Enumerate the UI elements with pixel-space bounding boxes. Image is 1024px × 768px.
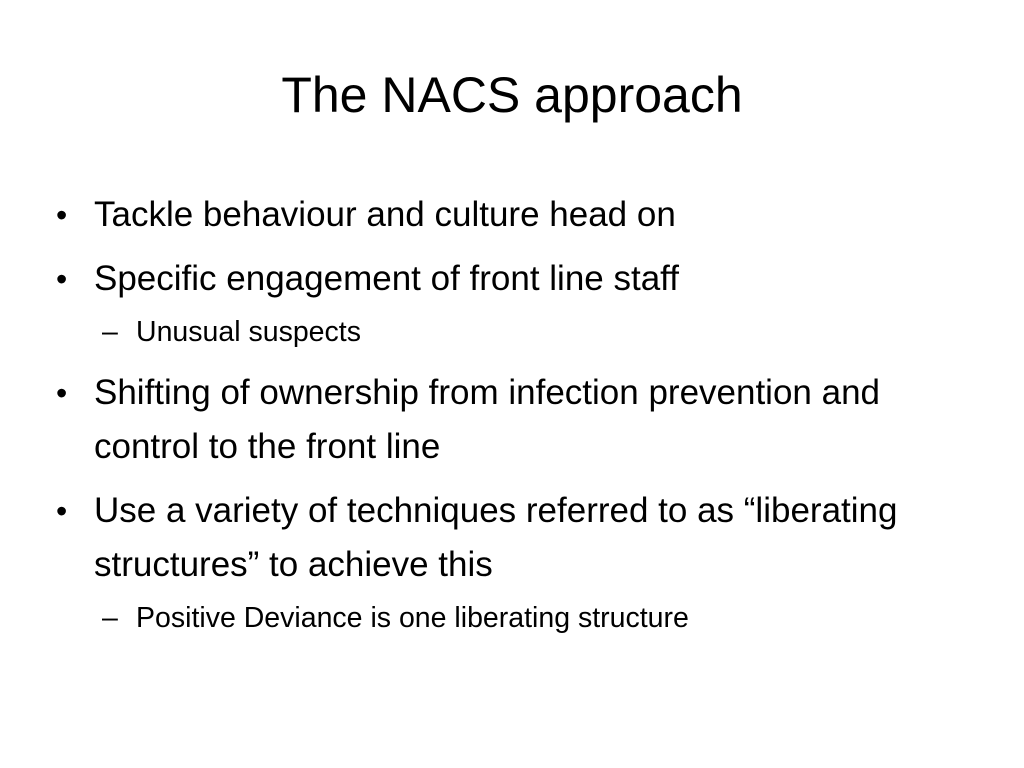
bullet-text: Specific engagement of front line staff bbox=[94, 259, 679, 298]
sub-bullet-marker: – bbox=[102, 316, 118, 348]
bullet-text: Shifting of ownership from infection prevention and control to the front line bbox=[94, 373, 881, 466]
sub-bullet-item bbox=[54, 312, 954, 352]
bullet-item bbox=[54, 484, 954, 592]
sub-bullet-item bbox=[54, 598, 954, 638]
bullet-marker: • bbox=[56, 375, 68, 411]
sub-bullet-marker: – bbox=[102, 602, 118, 634]
bullet-item bbox=[54, 366, 954, 474]
bullet-marker: • bbox=[56, 493, 68, 529]
slide-title: The NACS approach bbox=[281, 67, 743, 123]
bullet-marker: • bbox=[56, 197, 68, 233]
bullet-marker: • bbox=[56, 261, 68, 297]
bullet-list bbox=[54, 188, 954, 652]
bullet-item bbox=[54, 252, 954, 306]
bullet-text: Use a variety of techniques referred to as “liberating structures” to achieve this bbox=[94, 491, 898, 584]
bullet-text: Tackle behaviour and culture head on bbox=[94, 195, 676, 234]
bullet-item bbox=[54, 188, 954, 242]
sub-bullet-text: Positive Deviance is one liberating structure bbox=[136, 602, 689, 634]
sub-bullet-text: Unusual suspects bbox=[136, 316, 361, 348]
